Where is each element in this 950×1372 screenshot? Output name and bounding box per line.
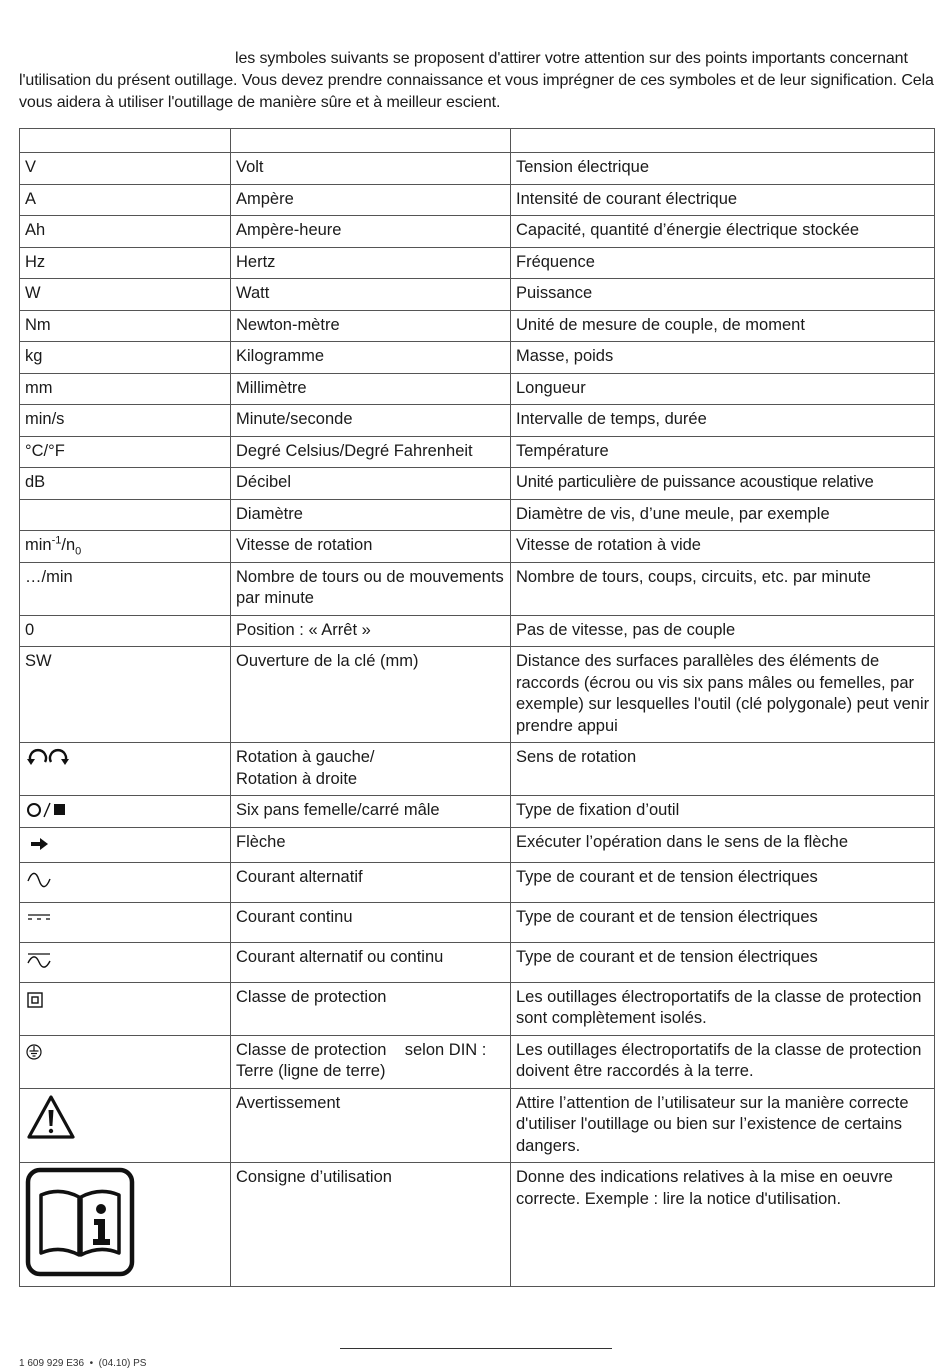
symbol-cell: …/min (20, 562, 231, 615)
meaning-cell: Type de courant et de tension électriques (511, 902, 935, 942)
symbol-cell: V (20, 153, 231, 185)
symbol-cell (20, 1163, 231, 1287)
meaning-cell: Exécuter l’opération dans le sens de la flèche (511, 827, 935, 862)
name-cell: Nombre de tours ou de mouvements par minute (231, 562, 511, 615)
name-cell: Degré Celsius/Degré Fahrenheit (231, 436, 511, 468)
meaning-cell: Pas de vitesse, pas de couple (511, 615, 935, 647)
symbol-cell (20, 942, 231, 982)
name-cell: Millimètre (231, 373, 511, 405)
meaning-cell: Donne des indications relatives à la mise en oeuvre correcte. Exemple : lire la notice d'utilisation. (511, 1163, 935, 1287)
meaning-cell: Diamètre de vis, d’une meule, par exemple (511, 499, 935, 531)
name-cell: Six pans femelle/carré mâle (231, 796, 511, 828)
table-row (20, 1088, 935, 1163)
table-row (20, 562, 935, 615)
meaning-cell: Intensité de courant électrique (511, 184, 935, 216)
symbol-cell: SW (20, 647, 231, 743)
symbol-superscript: -1 (51, 534, 62, 547)
ac-icon (25, 867, 55, 891)
table-row (20, 647, 935, 743)
table-row (20, 184, 935, 216)
meaning-cell: Vitesse de rotation à vide (511, 531, 935, 563)
document-code: 1 609 929 E36 • (04.10) PS (19, 1358, 147, 1369)
name-cell: Consigne d’utilisation (231, 1163, 511, 1287)
table-row (20, 279, 935, 311)
symbol-cell (20, 862, 231, 902)
symbol-cell (20, 982, 231, 1035)
table-row (20, 216, 935, 248)
symbol-cell: dB (20, 468, 231, 500)
symbol-base: min (25, 536, 52, 554)
meaning-cell: Attire l’attention de l’utilisateur sur la manière correcte d'utiliser l'outillage ou bien sur l’existence de certains dangers. (511, 1088, 935, 1163)
symbols-table (19, 128, 940, 1287)
symbol-cell (20, 1088, 231, 1163)
symbol-cell: W (20, 279, 231, 311)
meaning-cell: Nombre de tours, coups, circuits, etc. par minute (511, 562, 935, 615)
name-cell: Watt (231, 279, 511, 311)
name-line: Rotation à droite (236, 769, 358, 788)
table-row (20, 743, 935, 796)
name-cell: Vitesse de rotation (231, 531, 511, 563)
table-row (20, 153, 935, 185)
table-row (20, 499, 935, 531)
meaning-cell: Sens de rotation (511, 743, 935, 796)
meaning-cell: Puissance (511, 279, 935, 311)
arrow-right-icon (25, 832, 55, 854)
name-cell (231, 743, 511, 796)
name-cell: Ampère-heure (231, 216, 511, 248)
name-cell: Kilogramme (231, 342, 511, 374)
table-row (20, 796, 935, 828)
name-cell: Décibel (231, 468, 511, 500)
name-cell: Hertz (231, 247, 511, 279)
table-row (20, 436, 935, 468)
name-cell: Volt (231, 153, 511, 185)
name-line: Rotation à gauche/ (236, 748, 375, 766)
meaning-cell: Type de courant et de tension électriques (511, 862, 935, 902)
symbol-cell: min/s (20, 405, 231, 437)
meaning-cell: Type de fixation d’outil (511, 796, 935, 828)
name-cell: Classe de protection (231, 982, 511, 1035)
name-cell: Avertissement (231, 1088, 511, 1163)
table-row (20, 310, 935, 342)
symbol-cell (20, 499, 231, 531)
name-cell: Diamètre (231, 499, 511, 531)
symbol-cell: Ah (20, 216, 231, 248)
rotation-icon (25, 747, 71, 769)
meaning-cell: Masse, poids (511, 342, 935, 374)
name-cell: Courant continu (231, 902, 511, 942)
table-row (20, 942, 935, 982)
meaning-cell: Capacité, quantité d’énergie électrique stockée (511, 216, 935, 248)
ac-dc-icon (25, 947, 55, 971)
meaning-cell: Distance des surfaces parallèles des éléments de raccords (écrou ou vis six pans mâles ou femelles, par exemple) sur lesquelles l'outil (clé polygonale) peut venir prendre appui (511, 647, 935, 743)
meaning-cell: Intervalle de temps, durée (511, 405, 935, 437)
name-cell: Ampère (231, 184, 511, 216)
table-row (20, 982, 935, 1035)
name-cell: Newton-mètre (231, 310, 511, 342)
meaning-cell: Unité particulière de puissance acoustique relative (511, 468, 935, 500)
table-row (20, 615, 935, 647)
symbol-cell (20, 827, 231, 862)
intro-paragraph: les symboles suivants se proposent d'attirer votre attention sur des points importants concernant l'utilisation du présent outillage. Vous devez prendre connaissance et vous imprégner de ces symboles et de leur signification. Cela vous aidera à utiliser l'outillage de manière sûre et à meilleur escient. (19, 50, 934, 111)
warning-icon (25, 1093, 77, 1143)
symbol-cell: mm (20, 373, 231, 405)
symbol-cell (20, 902, 231, 942)
name-cell: Classe de protection selon DIN : Terre (ligne de terre) (231, 1035, 511, 1088)
table-row (20, 1035, 935, 1088)
table-row (20, 902, 935, 942)
meaning-cell: Les outillages électroportatifs de la classe de protection sont complètement isolés. (511, 982, 935, 1035)
name-cell: Flèche (231, 827, 511, 862)
table-row (20, 531, 935, 563)
name-cell: Courant alternatif ou continu (231, 942, 511, 982)
meaning-cell: Unité de mesure de couple, de moment (511, 310, 935, 342)
meaning-cell: Fréquence (511, 247, 935, 279)
table-row (20, 342, 935, 374)
manual-info-icon (25, 1167, 137, 1277)
symbol-cell (20, 531, 231, 563)
meaning-cell: Longueur (511, 373, 935, 405)
name-cell: Ouverture de la clé (mm) (231, 647, 511, 743)
name-cell: Minute/seconde (231, 405, 511, 437)
earth-icon (25, 1040, 55, 1064)
table-header-row (20, 129, 935, 153)
meaning-cell: Type de courant et de tension électriques (511, 942, 935, 982)
meaning-cell: Les outillages électroportatifs de la classe de protection doivent être raccordés à la terre. (511, 1035, 935, 1088)
symbol-cell: 0 (20, 615, 231, 647)
footer-divider (340, 1348, 612, 1349)
protection-class-2-icon (25, 987, 55, 1011)
table-row (20, 827, 935, 862)
symbol-cell (20, 743, 231, 796)
symbol-cell: Nm (20, 310, 231, 342)
table-row (20, 373, 935, 405)
hex-square-icon (25, 800, 71, 820)
symbol-cell: kg (20, 342, 231, 374)
table-row (20, 1163, 935, 1287)
symbol-cell: A (20, 184, 231, 216)
name-cell: Position : « Arrêt » (231, 615, 511, 647)
symbol-cell: °C/°F (20, 436, 231, 468)
dc-icon (25, 907, 55, 927)
table-row (20, 468, 935, 500)
symbol-subscript: 0 (75, 545, 82, 558)
symbol-cell (20, 1035, 231, 1088)
table-row (20, 247, 935, 279)
meaning-cell: Température (511, 436, 935, 468)
symbol-cell: Hz (20, 247, 231, 279)
symbol-cell (20, 796, 231, 828)
name-cell: Courant alternatif (231, 862, 511, 902)
symbol-mid: /n (61, 536, 76, 554)
table-row (20, 405, 935, 437)
table-row (20, 862, 935, 902)
meaning-cell: Tension électrique (511, 153, 935, 185)
